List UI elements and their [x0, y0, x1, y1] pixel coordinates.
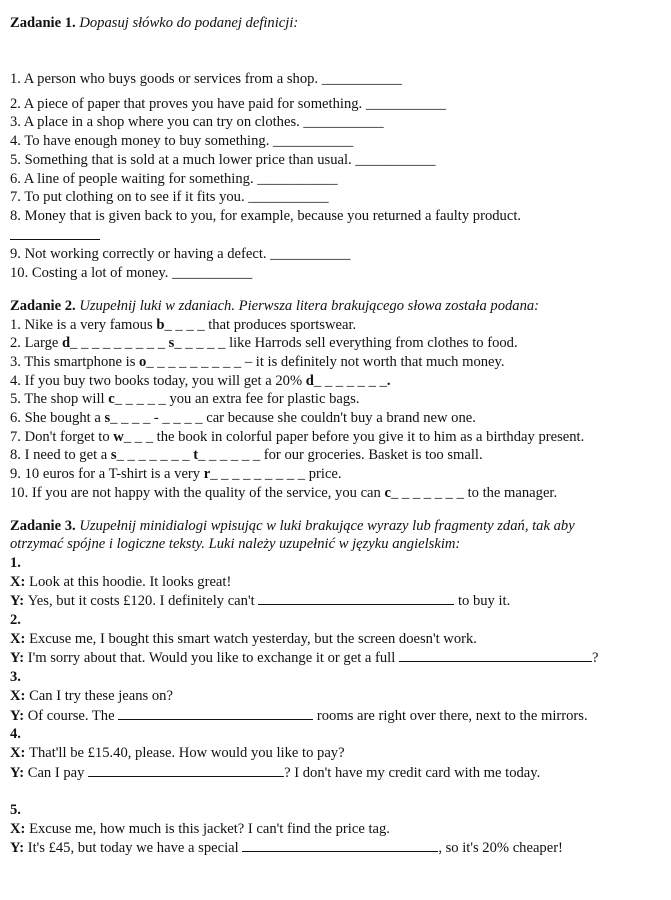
task2-instruction: Uzupełnij luki w zdaniach. Pierwsza litera brakującego słowa została podana:: [79, 297, 540, 314]
sentence-text: car because she couldn't buy a brand new one.: [202, 410, 476, 427]
sentence-text: like Harrods sell everything from clothes to food.: [225, 335, 518, 352]
sentence-text: 10. If you are not happy with the quality of the service, you can: [10, 484, 385, 501]
given-first-letter: o: [139, 353, 147, 370]
answer-blank[interactable]: [88, 763, 284, 777]
dialog-number: 3.: [10, 669, 21, 686]
letter-gap[interactable]: _ _ _ _: [164, 316, 205, 333]
answer-blank[interactable]: [10, 226, 660, 246]
task2-item: [10, 334, 660, 353]
dialog-number: 5.: [10, 802, 21, 819]
given-first-letter: d: [305, 372, 314, 389]
task1-item: 3. A place in a shop where you can try on clothes. ___________: [10, 114, 384, 131]
task1-heading: [10, 14, 660, 33]
speaker-x: X:: [10, 630, 30, 647]
task2-item: [10, 409, 660, 428]
speaker-y: Y:: [10, 764, 28, 781]
dialog-line-x: [10, 573, 660, 592]
dialog-text: rooms are right over there, next to the mirrors.: [313, 707, 588, 724]
task1-item: 10. Costing a lot of money. ___________: [10, 265, 253, 282]
sentence-text: 8. I need to get a: [10, 447, 111, 464]
task1-item: 2. A piece of paper that proves you have paid for something. ___________: [10, 95, 447, 112]
given-first-letter: .: [386, 372, 391, 389]
dialog-text: Yes, but it costs £120. I definitely can't: [27, 593, 259, 610]
sentence-text: 9. 10 euros for a T-shirt is a very: [10, 466, 204, 483]
dialog-text: Can I try these jeans on?: [29, 687, 173, 704]
sentence-text: that produces sportswear.: [204, 316, 357, 333]
worksheet: [10, 14, 660, 858]
speaker-x: X:: [10, 820, 30, 837]
letter-gap[interactable]: _ _ _ _ _ _ _: [116, 447, 194, 464]
given-first-letter: s: [110, 447, 117, 464]
answer-blank[interactable]: [242, 838, 438, 852]
letter-gap[interactable]: _ _ _ _ _ _ _: [313, 372, 387, 389]
dialog-text: It's £45, but today we have a special: [27, 840, 243, 857]
dialog-text: ? I don't have my credit card with me today.: [284, 764, 541, 781]
dialog-text: I'm sorry about that. Would you like to exchange it or get a full: [27, 650, 399, 667]
sentence-text: the book in colorful paper before you give it to him as a birthday present.: [153, 428, 585, 445]
sentence-text: – it is definitely not worth that much money.: [241, 353, 505, 370]
sentence-text: 3. This smartphone is: [10, 353, 140, 370]
answer-blank[interactable]: [399, 648, 592, 662]
task2-item: [10, 446, 660, 465]
task2-item: [10, 372, 660, 391]
sentence-text: 1. Nike is a very famous: [10, 316, 157, 333]
sentence-text: you an extra fee for plastic bags.: [165, 391, 360, 408]
given-first-letter: b: [156, 316, 165, 333]
task1-instruction: Dopasuj słówko do podanej definicji:: [79, 15, 299, 31]
given-first-letter: t: [193, 447, 199, 464]
speaker-y: Y:: [10, 707, 28, 724]
task2-item: [10, 353, 660, 372]
dialog-line-x: [10, 630, 660, 649]
task3-heading: [10, 517, 660, 536]
dialog-text: Look at this hoodie. It looks great!: [29, 573, 232, 590]
sentence-text: 6. She bought a: [10, 410, 105, 427]
sentence-text: to the manager.: [463, 484, 558, 501]
task2-list: [10, 316, 660, 503]
dialog-text: ?: [591, 650, 599, 667]
speaker-y: Y:: [10, 593, 28, 610]
letter-gap[interactable]: _ _ _ _ _ _ _: [390, 484, 464, 501]
dialog-line-y: [10, 648, 660, 668]
sentence-text: 2. Large: [10, 335, 63, 352]
task1-item: 9. Not working correctly or having a defect. ___________: [10, 246, 351, 263]
task2-number: Zadanie 2.: [10, 297, 76, 314]
task1-number: Zadanie 1.: [10, 15, 76, 31]
task1-item: 7. To put clothing on to see if it fits you. ___________: [10, 189, 329, 206]
given-first-letter: s: [168, 335, 175, 352]
letter-gap[interactable]: _ _ _ _ _ _ _ _ _: [146, 353, 242, 370]
letter-gap[interactable]: _ _ _ _ _ _: [198, 447, 261, 464]
task1-item: 5. Something that is sold at a much lower price than usual. ___________: [10, 151, 436, 168]
task2-item: [10, 484, 660, 503]
task3-instruction-line1: Uzupełnij minidialogi wpisując w luki brakujące wyrazy lub fragmenty zdań, tak aby: [79, 517, 575, 534]
dialog-line-y: [10, 763, 660, 783]
speaker-x: X:: [10, 573, 30, 590]
sentence-text: price.: [305, 466, 342, 483]
dialog-number: 2.: [10, 612, 21, 629]
dialog-text: Can I pay: [27, 764, 89, 781]
dialog-text: Excuse me, I bought this smart watch yesterday, but the screen doesn't work.: [29, 630, 477, 647]
task1-item: 4. To have enough money to buy something. ___________: [10, 133, 354, 150]
task2-item: [10, 316, 660, 335]
speaker-x: X:: [10, 687, 30, 704]
task2-heading: [10, 297, 660, 316]
dialog-text: , so it's 20% cheaper!: [438, 840, 563, 857]
dialog-line-y: [10, 838, 660, 858]
letter-gap[interactable]: _ _ _ _ _: [114, 391, 166, 408]
given-first-letter: c: [108, 391, 115, 408]
dialog-text: That'll be £15.40, please. How would you like to pay?: [29, 744, 345, 761]
given-first-letter: c: [384, 484, 391, 501]
dialog-line-y: [10, 591, 660, 611]
task1-item: 1. A person who buys goods or services from a shop. ___________: [10, 71, 402, 88]
letter-gap[interactable]: _ _ _: [123, 428, 154, 445]
sentence-text: for our groceries. Basket is too small.: [260, 447, 483, 464]
dialog-number: 4.: [10, 726, 21, 743]
given-first-letter: w: [113, 428, 124, 445]
sentence-text: 7. Don't forget to: [10, 428, 114, 445]
answer-blank[interactable]: [258, 591, 454, 605]
sentence-text: 5. The shop will: [10, 391, 109, 408]
task1-item: 6. A line of people waiting for something. ___________: [10, 170, 338, 187]
task1-item: 8. Money that is given back to you, for example, because you returned a faulty product.: [10, 208, 522, 224]
dialog-number: 1.: [10, 554, 21, 571]
given-first-letter: r: [203, 466, 211, 483]
speaker-y: Y:: [10, 650, 28, 667]
dialog-text: Excuse me, how much is this jacket? I can't find the price tag.: [29, 820, 390, 837]
dialog-line-y: [10, 706, 660, 726]
sentence-text: 4. If you buy two books today, you will get a 20%: [10, 372, 306, 389]
given-first-letter: d: [62, 335, 71, 352]
task2-item: [10, 465, 660, 484]
task2-item: [10, 390, 660, 409]
task3-instruction-line2: otrzymać spójne i logiczne teksty. Luki należy uzupełnić w języku angielskim:: [10, 536, 461, 553]
letter-gap[interactable]: _ _ _ _ - _ _ _ _: [110, 410, 203, 427]
letter-gap[interactable]: _ _ _ _ _: [174, 335, 226, 352]
speaker-y: Y:: [10, 840, 28, 857]
dialog-line-x: [10, 687, 660, 706]
given-first-letter: s: [104, 410, 111, 427]
task3-dialogs: [10, 554, 660, 858]
letter-gap[interactable]: _ _ _ _ _ _ _ _ _: [210, 466, 306, 483]
speaker-x: X:: [10, 744, 30, 761]
answer-blank[interactable]: [118, 706, 313, 720]
dialog-line-x: [10, 744, 660, 763]
dialog-line-x: [10, 820, 660, 839]
dialog-text: to buy it.: [454, 593, 511, 610]
dialog-text: Of course. The: [27, 707, 119, 724]
task2-item: [10, 428, 660, 447]
letter-gap[interactable]: _ _ _ _ _ _ _ _ _: [70, 335, 169, 352]
task3-number: Zadanie 3.: [10, 517, 76, 534]
